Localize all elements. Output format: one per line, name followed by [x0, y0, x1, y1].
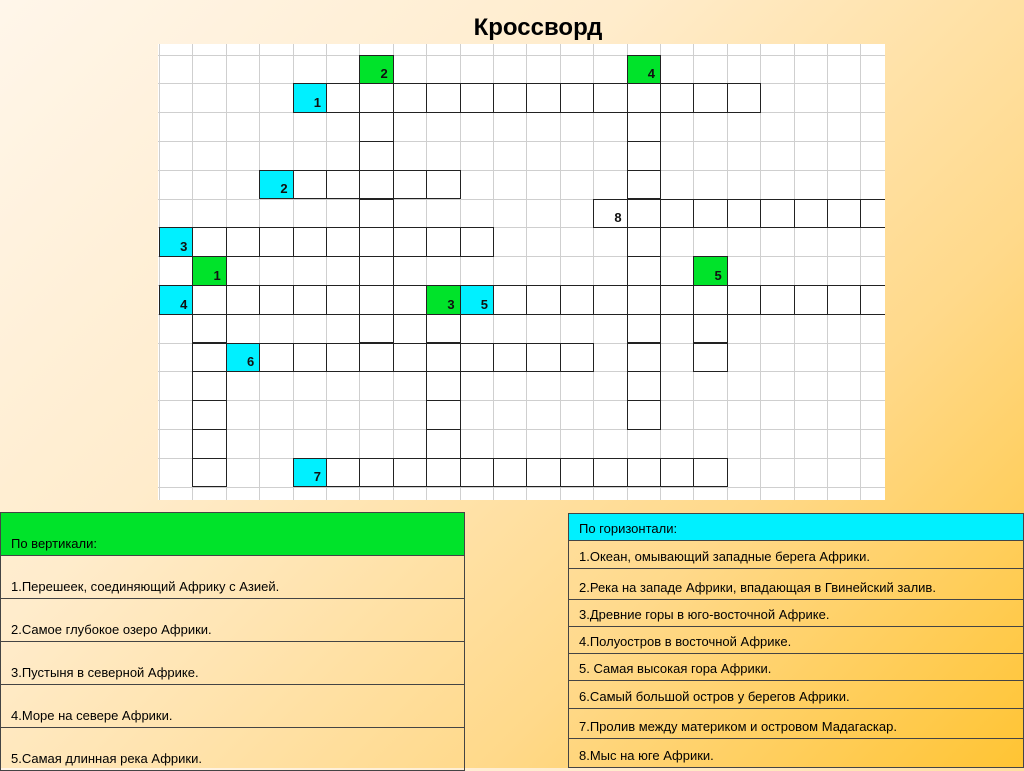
crossword-cell[interactable] — [359, 314, 393, 344]
crossword-cell[interactable] — [693, 458, 727, 488]
crossword-cell[interactable] — [493, 285, 527, 315]
crossword-cell[interactable] — [560, 458, 594, 488]
crossword-numbered-cell[interactable] — [693, 256, 727, 286]
crossword-cell[interactable] — [393, 343, 427, 373]
crossword-numbered-cell[interactable] — [460, 285, 494, 315]
horizontal-header: По горизонтали: — [569, 514, 1024, 541]
crossword-cell[interactable] — [727, 83, 761, 113]
crossword-cell[interactable] — [860, 285, 885, 315]
crossword-cell[interactable] — [693, 199, 727, 229]
crossword-cell[interactable] — [660, 458, 694, 488]
crossword-cell[interactable] — [627, 199, 661, 229]
crossword-cell[interactable] — [326, 458, 360, 488]
crossword-cell[interactable] — [493, 458, 527, 488]
crossword-cell[interactable] — [426, 429, 460, 459]
horizontal-clue: 3.Древние горы в юго-восточной Африке. — [569, 600, 1024, 627]
crossword-numbered-cell[interactable] — [593, 199, 627, 229]
crossword-cell[interactable] — [526, 458, 560, 488]
crossword-cell[interactable] — [526, 343, 560, 373]
grid-line — [158, 141, 885, 142]
grid-line — [158, 429, 885, 430]
crossword-cell[interactable] — [627, 141, 661, 171]
horizontal-clue: 6.Самый большой остров у берегов Африки. — [569, 681, 1024, 709]
crossword-numbered-cell[interactable] — [627, 55, 661, 85]
crossword-cell[interactable] — [259, 285, 293, 315]
crossword-cell[interactable] — [593, 285, 627, 315]
crossword-cell[interactable] — [326, 285, 360, 315]
crossword-cell[interactable] — [192, 371, 226, 401]
crossword-cell[interactable] — [293, 285, 327, 315]
crossword-cell[interactable] — [693, 83, 727, 113]
crossword-cell[interactable] — [560, 83, 594, 113]
crossword-numbered-cell[interactable] — [259, 170, 293, 200]
crossword-cell[interactable] — [727, 285, 761, 315]
horizontal-clue: 5. Самая высокая гора Африки. — [569, 654, 1024, 681]
crossword-cell[interactable] — [760, 285, 794, 315]
crossword-numbered-cell[interactable] — [426, 285, 460, 315]
crossword-cell[interactable] — [359, 141, 393, 171]
crossword-cell[interactable] — [627, 112, 661, 142]
crossword-cell[interactable] — [192, 227, 226, 257]
horizontal-clue: 2.Река на западе Африки, впадающая в Гвинейский залив. — [569, 569, 1024, 600]
crossword-cell[interactable] — [326, 170, 360, 200]
crossword-cell[interactable] — [359, 285, 393, 315]
crossword-cell[interactable] — [426, 371, 460, 401]
vertical-clues-table — [0, 512, 465, 771]
crossword-cell[interactable] — [560, 285, 594, 315]
crossword-cell[interactable] — [760, 199, 794, 229]
crossword-cell[interactable] — [393, 83, 427, 113]
crossword-cell[interactable] — [426, 227, 460, 257]
crossword-cell[interactable] — [794, 199, 828, 229]
crossword-cell[interactable] — [192, 429, 226, 459]
crossword-cell[interactable] — [627, 371, 661, 401]
page-title: Кроссворд — [473, 14, 603, 41]
grid-line — [158, 400, 885, 401]
crossword-cell[interactable] — [627, 285, 661, 315]
clue-number: 3 — [447, 296, 455, 312]
horizontal-clue: 8.Мыс на юге Африки. — [569, 739, 1024, 768]
crossword-cell[interactable] — [693, 343, 727, 373]
crossword-cell[interactable] — [192, 400, 226, 430]
horizontal-clues-table — [568, 513, 1024, 768]
clue-number: 7 — [313, 469, 321, 485]
crossword-numbered-cell[interactable] — [192, 256, 226, 286]
crossword-cell[interactable] — [293, 170, 327, 200]
crossword-cell[interactable] — [226, 285, 260, 315]
crossword-cell[interactable] — [627, 458, 661, 488]
crossword-cell[interactable] — [192, 285, 226, 315]
crossword-cell[interactable] — [359, 112, 393, 142]
crossword-cell[interactable] — [359, 83, 393, 113]
clue-number: 2 — [380, 66, 388, 82]
crossword-cell[interactable] — [359, 199, 393, 229]
clue-number: 1 — [213, 267, 221, 283]
crossword-cell[interactable] — [627, 170, 661, 200]
vertical-clue: 4.Море на севере Африки. — [1, 685, 465, 728]
crossword-cell[interactable] — [627, 227, 661, 257]
crossword-cell[interactable] — [326, 227, 360, 257]
crossword-cell[interactable] — [627, 314, 661, 344]
clue-number: 5 — [480, 296, 488, 312]
crossword-cell[interactable] — [326, 83, 360, 113]
crossword-cell[interactable] — [393, 170, 427, 200]
crossword-cell[interactable] — [192, 458, 226, 488]
crossword-cell[interactable] — [426, 170, 460, 200]
crossword-cell[interactable] — [493, 83, 527, 113]
crossword-cell[interactable] — [460, 83, 494, 113]
crossword-cell[interactable] — [560, 343, 594, 373]
clue-number: 3 — [180, 239, 188, 255]
vertical-header: По вертикали: — [1, 513, 465, 556]
crossword-cell[interactable] — [627, 83, 661, 113]
clue-number: 1 — [313, 95, 321, 111]
clue-number: 4 — [180, 296, 188, 312]
crossword-cell[interactable] — [293, 343, 327, 373]
crossword-numbered-cell[interactable] — [293, 458, 327, 488]
crossword-cell[interactable] — [493, 343, 527, 373]
vertical-clue: 2.Самое глубокое озеро Африки. — [1, 599, 465, 642]
crossword-numbered-cell[interactable] — [359, 55, 393, 85]
crossword-cell[interactable] — [359, 458, 393, 488]
crossword-cell[interactable] — [660, 83, 694, 113]
crossword-cell[interactable] — [727, 199, 761, 229]
crossword-cell[interactable] — [693, 314, 727, 344]
vertical-clue: 3.Пустыня в северной Африке. — [1, 642, 465, 685]
crossword-cell[interactable] — [627, 400, 661, 430]
crossword-cell[interactable] — [526, 83, 560, 113]
crossword-cell[interactable] — [460, 343, 494, 373]
crossword-cell[interactable] — [226, 227, 260, 257]
crossword-cell[interactable] — [393, 227, 427, 257]
crossword-cell[interactable] — [293, 227, 327, 257]
crossword-numbered-cell[interactable] — [226, 343, 260, 373]
crossword-cell[interactable] — [860, 199, 885, 229]
crossword-cell[interactable] — [693, 285, 727, 315]
clue-number: 6 — [246, 354, 255, 370]
crossword-cell[interactable] — [326, 343, 360, 373]
crossword-cell[interactable] — [627, 256, 661, 286]
crossword-cell[interactable] — [593, 83, 627, 113]
crossword-cell[interactable] — [259, 227, 293, 257]
crossword-cell[interactable] — [627, 343, 661, 373]
crossword-numbered-cell[interactable] — [159, 227, 193, 257]
crossword-cell[interactable] — [660, 199, 694, 229]
crossword-numbered-cell[interactable] — [159, 285, 193, 315]
crossword-cell[interactable] — [192, 343, 226, 373]
crossword-cell[interactable] — [526, 285, 560, 315]
crossword-cell[interactable] — [426, 400, 460, 430]
crossword-cell[interactable] — [192, 314, 226, 344]
crossword-cell[interactable] — [359, 256, 393, 286]
crossword-cell[interactable] — [359, 343, 393, 373]
grid-line — [158, 55, 885, 56]
crossword-cell[interactable] — [460, 227, 494, 257]
crossword-cell[interactable] — [393, 285, 427, 315]
crossword-cell[interactable] — [259, 343, 293, 373]
crossword-cell[interactable] — [426, 83, 460, 113]
clue-number: 2 — [280, 181, 288, 197]
vertical-clue: 1.Перешеек, соединяющий Африку с Азией. — [1, 556, 465, 599]
horizontal-clue: 1.Океан, омывающий западные берега Африки. — [569, 541, 1024, 569]
crossword-cell[interactable] — [426, 458, 460, 488]
crossword-grid — [158, 44, 885, 500]
crossword-cell[interactable] — [794, 285, 828, 315]
clue-number: 4 — [647, 66, 655, 82]
crossword-cell[interactable] — [393, 458, 427, 488]
crossword-cell[interactable] — [426, 314, 460, 344]
horizontal-clue: 4.Полуостров в восточной Африке. — [569, 627, 1024, 654]
crossword-cell[interactable] — [359, 170, 393, 200]
crossword-cell[interactable] — [460, 458, 494, 488]
crossword-cell[interactable] — [426, 343, 460, 373]
crossword-cell[interactable] — [827, 199, 861, 229]
clue-number: 5 — [714, 267, 722, 283]
crossword-cell[interactable] — [359, 227, 393, 257]
clue-number: 8 — [614, 210, 622, 226]
horizontal-clue: 7.Пролив между материком и островом Мадагаскар. — [569, 709, 1024, 739]
crossword-numbered-cell[interactable] — [293, 83, 327, 113]
crossword-cell[interactable] — [593, 458, 627, 488]
crossword-cell[interactable] — [827, 285, 861, 315]
vertical-clue: 5.Самая длинная река Африки. — [1, 728, 465, 771]
crossword-cell[interactable] — [660, 285, 694, 315]
